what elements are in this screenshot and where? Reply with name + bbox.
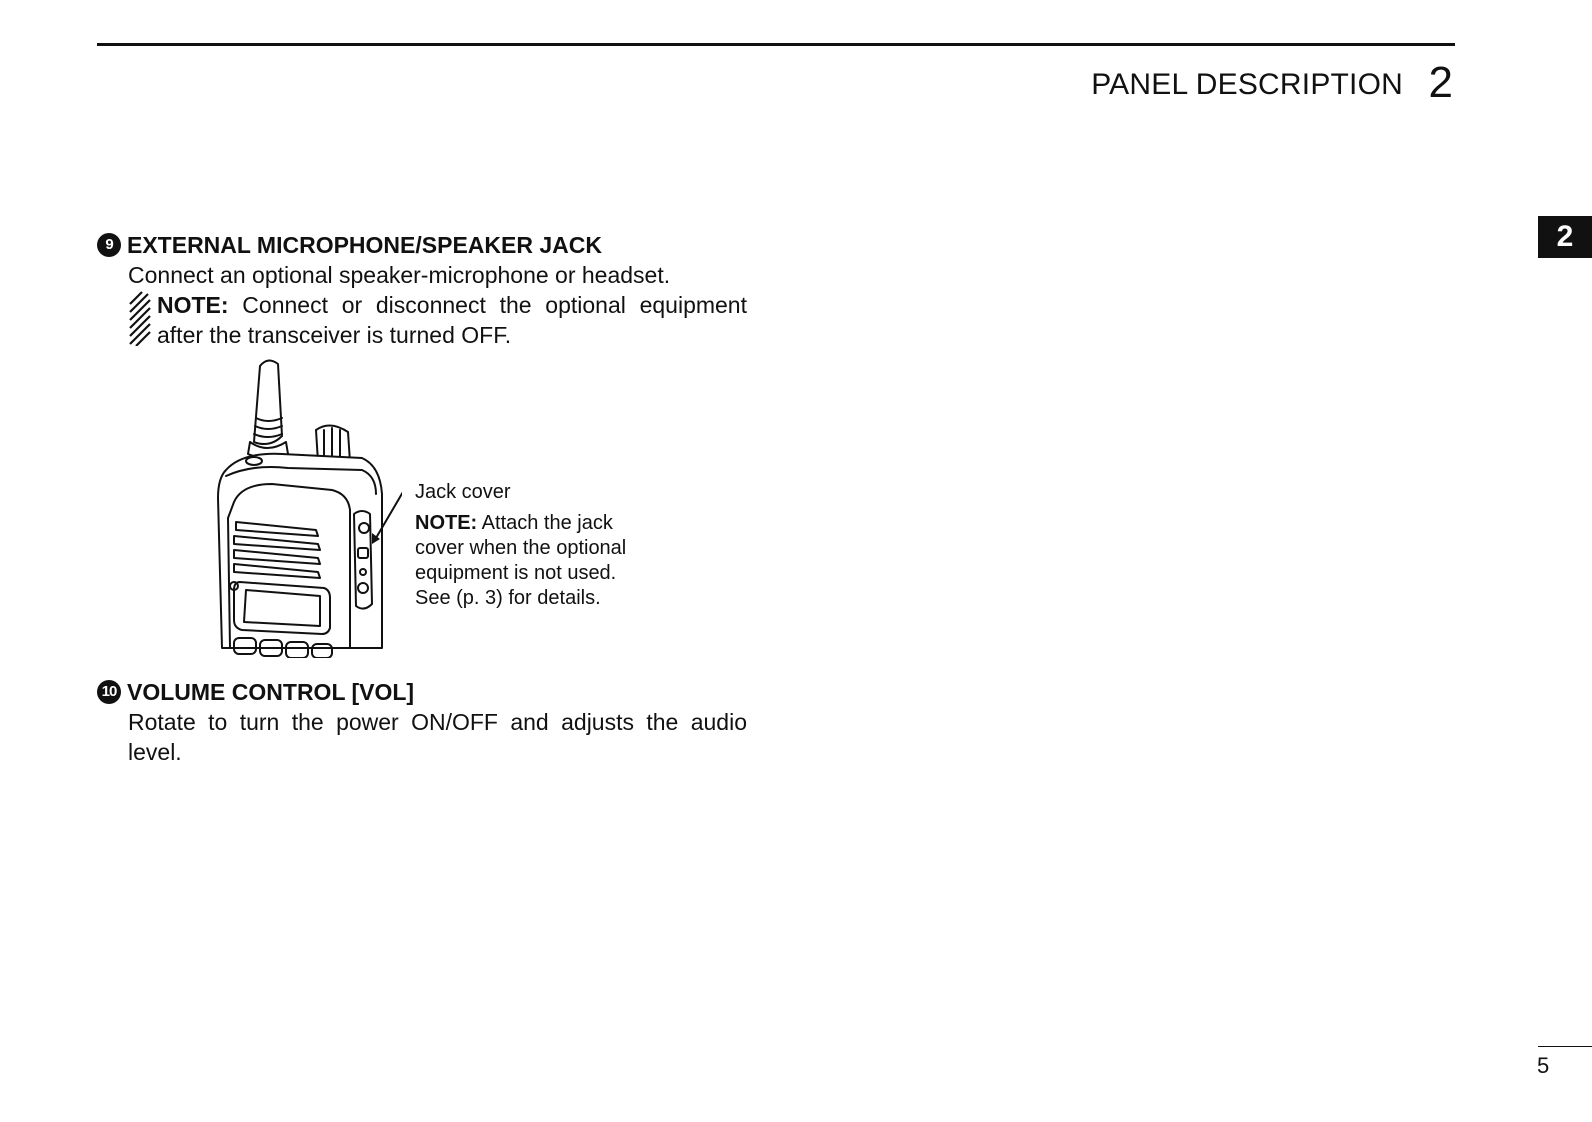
chapter-side-tab — [1538, 216, 1592, 258]
jack-cover-note-line: See (p. 3) for details. — [415, 587, 601, 609]
jack-cover-note — [415, 511, 642, 611]
section-body: Rotate to turn the power ON/OFF and adjusts the audio level. — [128, 709, 747, 765]
section-external-jack — [97, 230, 747, 350]
jack-cover-note-line — [415, 511, 642, 536]
jack-cover-note-label: NOTE: — [415, 512, 478, 534]
caution-hatch-icon — [128, 290, 152, 346]
header-rule — [97, 43, 1455, 46]
section-title: VOLUME CONTROL [VOL] — [127, 679, 415, 705]
note-block — [128, 290, 747, 350]
chapter-number: 2 — [1428, 58, 1453, 107]
jack-cover-note-line: cover when the optional — [415, 537, 627, 559]
note-text: Connect or disconnect the optional equipment after the transceiver is turned OFF. — [157, 292, 747, 348]
page-number: 5 — [1537, 1053, 1550, 1078]
section-volume-control — [97, 677, 747, 767]
jack-cover-label: Jack cover — [415, 481, 511, 503]
item-number-badge: 9 — [97, 233, 121, 257]
section-body: Connect an optional speaker-microphone or headset. — [128, 262, 671, 288]
page-header-title: PANEL DESCRIPTION — [1091, 68, 1403, 101]
section-heading — [97, 230, 747, 260]
section-title: EXTERNAL MICROPHONE/SPEAKER JACK — [127, 232, 602, 258]
section-heading — [97, 677, 747, 707]
jack-cover-note-text: Attach the jack — [477, 512, 613, 534]
item-number-badge: 10 — [97, 680, 121, 704]
chapter-side-tab-label: 2 — [1556, 220, 1574, 253]
footer-rule — [1538, 1046, 1592, 1047]
note-label: NOTE: — [157, 292, 229, 318]
jack-cover-note-line: equipment is not used. — [415, 562, 617, 584]
transceiver-illustration — [212, 358, 402, 658]
